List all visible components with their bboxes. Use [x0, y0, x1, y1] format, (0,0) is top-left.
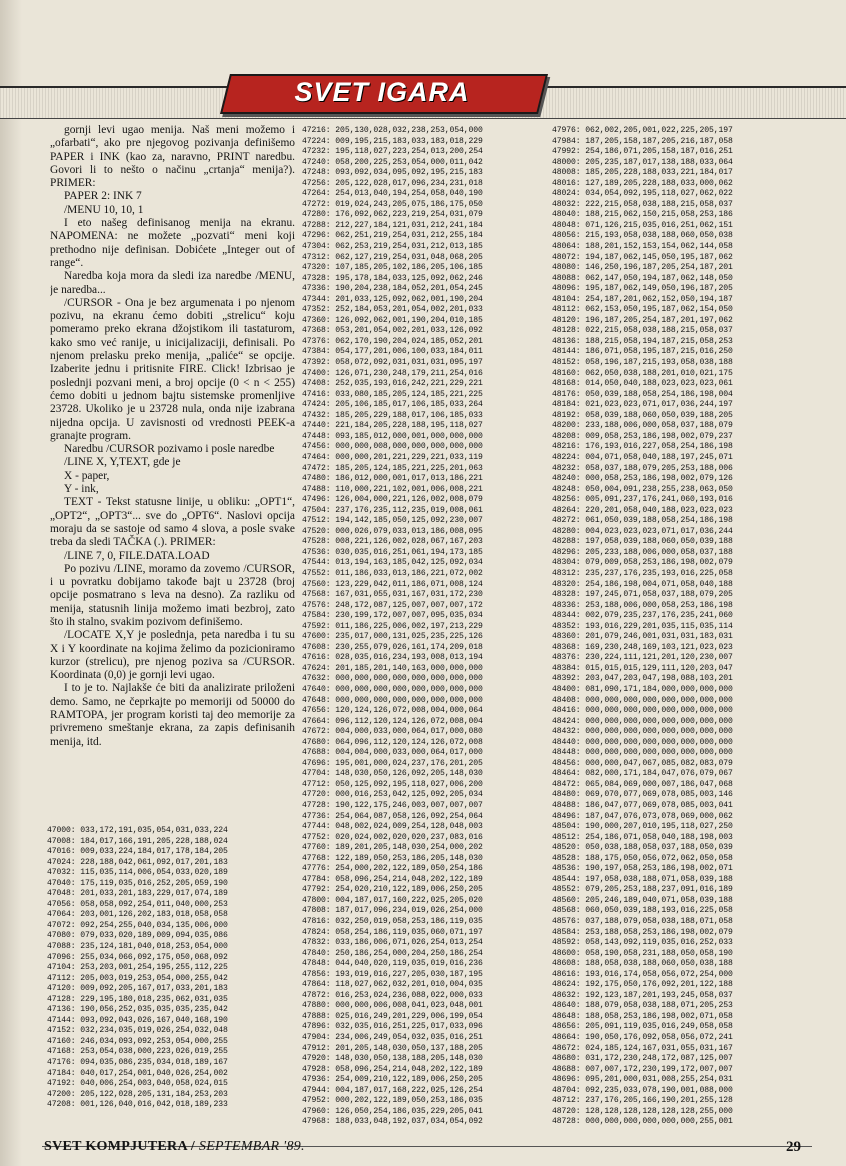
listing-row: 47280: 176,092,062,223,219,254,031,079 [302, 210, 483, 220]
listing-row: 47456: 000,000,008,000,000,000,000,000 [302, 442, 483, 452]
listing-row: 48616: 193,016,174,058,056,072,254,000 [552, 969, 733, 979]
listing-row: 48056: 215,193,058,038,188,060,050,038 [552, 231, 733, 241]
listing-row: 48680: 031,172,230,248,172,087,125,007 [552, 1054, 733, 1064]
listing-row: 48456: 000,000,047,067,085,082,083,079 [552, 758, 733, 768]
listing-row: 48304: 079,009,058,253,186,198,002,079 [552, 558, 733, 568]
listing-row: 47640: 000,000,000,000,000,000,000,000 [302, 684, 483, 694]
listing-row: 48416: 000,000,000,000,000,000,000,000 [552, 706, 733, 716]
listing-row: 47192: 040,006,254,003,040,058,024,015 [47, 1079, 228, 1089]
listing-row: 48000: 205,235,187,017,138,188,033,064 [552, 157, 733, 167]
listing-row: 48504: 190,000,207,010,195,118,027,250 [552, 822, 733, 832]
listing-row: 47952: 000,202,122,189,050,253,186,035 [302, 1096, 483, 1106]
listing-row: 48544: 197,058,038,188,071,058,039,188 [552, 874, 733, 884]
listing-row: 48624: 192,175,050,176,092,201,122,188 [552, 980, 733, 990]
listing-row: 48552: 079,205,253,188,237,091,016,189 [552, 885, 733, 895]
listing-row: 47200: 205,122,028,205,131,184,253,203 [47, 1089, 228, 1099]
article-paragraph: /CURSOR - Ona je bez argumenata i po njenom pozivu, na ekranu ćemo dobiti „strelicu“ koju pomeramo preko ekrana džojstikom ili tastaturom, kako smo već ranije, u inicijalizaciji, definisali. Po njenom prelasku preko menija, „paliće“ se opcije. Izaberite jednu i pritisnite FIRE. Click! Izbrisao je poslednji pozvani meni, a broj opcije (0 < n < 255) ćemo dobiti u jednom bajtu sistemske promenljive 23728. Ukoliko je u 23728 nula, onda nije izabrana nijedna opcija. U zavisnosti od vrednosti PEEK-a granajte program. [50, 296, 295, 442]
listing-row: 48440: 000,000,000,000,000,000,000,000 [552, 737, 733, 747]
listing-row: 47288: 212,227,184,121,031,212,241,184 [302, 220, 483, 230]
listing-row: 48016: 127,189,205,228,188,033,000,062 [552, 178, 733, 188]
listing-row: 47760: 189,201,205,148,030,254,000,202 [302, 843, 483, 853]
listing-row: 48008: 185,205,228,188,033,221,184,017 [552, 168, 733, 178]
listing-row: 48120: 196,187,205,254,187,201,197,062 [552, 315, 733, 325]
article-paragraph: Y - ink, [64, 483, 99, 496]
listing-row: 48232: 058,037,188,079,205,253,188,006 [552, 463, 733, 473]
article-paragraph: I eto našeg definisanog menija na ekranu. NAPOMENA: ne možete „pozvati“ meni koji prethodno nije definisan. Dobićete „Integer out of range“. [50, 217, 295, 269]
listing-row: 47232: 195,118,027,223,254,013,200,254 [302, 147, 483, 157]
listing-row: 48528: 188,175,050,056,072,062,050,058 [552, 853, 733, 863]
listing-row: 48392: 203,047,203,047,198,088,103,201 [552, 674, 733, 684]
listing-row: 47000: 033,172,191,035,054,031,033,224 [47, 826, 228, 835]
magazine-name: SVET KOMPJUTERA / [44, 1139, 196, 1154]
listing-row: 48296: 205,233,188,006,000,058,037,188 [552, 547, 733, 557]
listing-row: 47024: 228,188,042,061,092,017,201,183 [47, 857, 228, 867]
listing-row: 47328: 195,178,184,033,125,092,062,246 [302, 273, 483, 283]
listing-row: 47584: 230,199,172,007,007,095,035,034 [302, 611, 483, 621]
listing-row: 48144: 186,071,058,195,187,215,016,250 [552, 347, 733, 357]
listing-row: 47384: 054,177,201,006,100,033,184,011 [302, 347, 483, 357]
listing-row: 47928: 058,096,254,214,048,202,122,189 [302, 1064, 483, 1074]
listing-row: 48536: 190,197,058,253,186,198,002,071 [552, 864, 733, 874]
listing-row: 48480: 069,070,077,069,078,085,003,146 [552, 790, 733, 800]
listing-row: 47400: 126,071,230,248,179,211,254,016 [302, 368, 483, 378]
listing-row: 47816: 032,250,019,058,253,186,119,035 [302, 917, 483, 927]
listing-row: 47568: 167,031,055,031,167,031,172,230 [302, 590, 483, 600]
listing-row: 48064: 188,201,152,153,154,062,144,058 [552, 242, 733, 252]
listing-row: 47512: 194,142,185,050,125,092,230,007 [302, 516, 483, 526]
listing-row: 47256: 205,122,028,017,096,234,231,018 [302, 178, 483, 188]
listing-row: 47008: 184,017,166,191,205,228,188,024 [47, 836, 228, 846]
listing-row: 48400: 081,090,171,184,000,000,000,000 [552, 684, 733, 694]
listing-row: 47168: 253,054,038,000,223,026,019,255 [47, 1047, 228, 1057]
listing-row: 47488: 110,000,221,102,001,006,008,221 [302, 484, 483, 494]
listing-row: 48720: 128,128,128,128,128,128,255,000 [552, 1106, 733, 1116]
listing-row: 47312: 062,127,219,254,031,048,068,205 [302, 252, 483, 262]
listing-row: 48264: 220,201,058,040,188,023,023,023 [552, 505, 733, 515]
article-paragraph: /LOCATE X,Y je poslednja, peta naredba i tu su X i Y koordinate na kojima želimo da pozicioniramo kurzor (strelicu), pre njenog poziva sa /CURSOR. Koordinata (0,0) je gornji levi ugao. [50, 629, 295, 682]
listing-row: 48728: 000,000,000,000,000,000,255,001 [552, 1117, 733, 1127]
listing-row: 47592: 011,186,225,006,002,197,213,229 [302, 621, 483, 631]
listing-row: 48256: 005,091,237,176,241,060,193,016 [552, 495, 733, 505]
listing-row: 47800: 004,187,017,160,222,025,205,020 [302, 895, 483, 905]
listing-row: 47048: 201,033,201,183,229,017,074,189 [47, 889, 228, 899]
listing-row: 48240: 000,058,253,186,198,002,079,126 [552, 474, 733, 484]
listing-row: 47432: 185,205,229,188,017,106,185,033 [302, 410, 483, 420]
listing-row: 47888: 025,016,249,201,229,006,199,054 [302, 1011, 483, 1021]
listing-row: 47016: 009,033,224,184,017,178,184,205 [47, 847, 228, 857]
listing-row: 47992: 254,186,071,205,158,187,016,251 [552, 147, 733, 157]
listing-row: 48024: 034,054,092,195,118,027,062,022 [552, 189, 733, 199]
listing-row: 47848: 044,040,020,119,035,019,016,236 [302, 959, 483, 969]
listing-row: 48280: 004,023,023,023,071,017,036,244 [552, 526, 733, 536]
listing-row: 47112: 205,003,019,253,054,000,255,042 [47, 973, 228, 983]
listing-row: 47088: 235,124,181,040,018,253,054,000 [47, 942, 228, 952]
listing-row: 48216: 176,193,016,227,058,254,186,198 [552, 442, 733, 452]
listing-row: 48488: 186,047,077,069,078,085,003,041 [552, 801, 733, 810]
listing-row: 47704: 148,030,050,126,092,205,148,030 [302, 769, 483, 779]
listing-row: 48432: 000,000,000,000,000,000,000,000 [552, 727, 733, 737]
listing-row: 47160: 246,034,093,092,253,054,000,255 [47, 1036, 228, 1046]
listing-row: 48128: 022,215,058,038,188,215,058,037 [552, 326, 733, 336]
listing-row: 47832: 033,186,006,071,026,254,013,254 [302, 938, 483, 948]
article-paragraph: Naredbu /CURSOR pozivamo i posle naredbe [64, 443, 275, 456]
listing-row: 47504: 237,176,235,112,235,019,008,061 [302, 505, 483, 515]
listing-row: 47648: 000,000,000,000,000,000,000,000 [302, 695, 483, 705]
listing-row: 48464: 082,000,171,184,047,076,079,067 [552, 769, 733, 779]
listing-row: 47976: 062,002,205,001,022,225,205,197 [552, 126, 733, 135]
listing-row: 48704: 092,235,033,078,190,001,088,000 [552, 1085, 733, 1095]
article-paragraph: PAPER 2: INK 7 [64, 190, 142, 203]
listing-row: 48600: 058,190,058,231,188,050,058,190 [552, 948, 733, 958]
listing-row: 47560: 123,229,042,011,186,071,008,124 [302, 579, 483, 589]
listing-row: 48336: 253,188,006,000,058,253,186,198 [552, 600, 733, 610]
listing-row: 48696: 095,201,000,031,008,255,254,031 [552, 1075, 733, 1085]
listing-row: 48080: 146,250,196,187,205,254,187,201 [552, 263, 733, 273]
listing-row: 47672: 004,000,033,000,064,017,000,080 [302, 727, 483, 737]
listing-row: 47528: 008,221,126,002,028,067,167,203 [302, 537, 483, 547]
listing-row: 48328: 197,245,071,058,037,188,079,205 [552, 590, 733, 600]
listing-row: 47736: 254,064,087,058,126,092,254,064 [302, 811, 483, 821]
listing-row: 48648: 188,058,253,186,198,002,071,058 [552, 1011, 733, 1021]
listing-row: 47520: 000,026,079,033,013,186,008,095 [302, 526, 483, 536]
listing-row: 48104: 254,187,201,062,152,050,194,187 [552, 294, 733, 304]
listing-row: 47344: 201,033,125,092,062,001,190,204 [302, 294, 483, 304]
listing-row: 47496: 126,004,000,221,126,002,008,079 [302, 495, 483, 505]
listing-row: 47824: 058,254,186,119,035,060,071,197 [302, 927, 483, 937]
listing-row: 48608: 188,058,038,188,060,050,038,188 [552, 959, 733, 969]
listing-row: 48136: 188,215,058,194,187,215,058,253 [552, 336, 733, 346]
listing-row: 47120: 009,092,205,167,017,033,201,183 [47, 984, 228, 994]
listing-row: 48032: 222,215,058,038,188,215,058,037 [552, 199, 733, 209]
listing-row: 47272: 019,024,243,205,075,186,175,050 [302, 199, 483, 209]
listing-row: 48200: 233,188,006,000,058,037,188,079 [552, 421, 733, 431]
listing-row: 48176: 050,039,188,058,254,186,198,004 [552, 389, 733, 399]
listing-row: 47104: 253,203,001,254,195,255,112,225 [47, 963, 228, 973]
listing-row: 47696: 195,001,000,024,237,176,201,205 [302, 758, 483, 768]
listing-row: 47600: 235,017,000,131,025,235,225,126 [302, 632, 483, 642]
listing-row: 48520: 050,038,188,058,037,188,050,039 [552, 843, 733, 853]
listing-row: 48224: 004,071,058,040,188,197,245,071 [552, 452, 733, 462]
listing-row: 47448: 093,185,012,000,001,000,000,000 [302, 431, 483, 441]
listing-row: 48672: 024,185,124,167,031,055,031,167 [552, 1043, 733, 1053]
article-paragraph: I to je to. Najlakše će biti da analizirate priloženi demo. Samo, ne čeprkajte po memoriji od 50000 do RAMTOPA, jer program koristi taj deo memorije za privremeno smeštanje ekrana, za zapis definisanih menija, itd. [50, 682, 295, 748]
listing-row: 48592: 058,143,092,119,035,016,252,033 [552, 938, 733, 948]
listing-row: 48472: 065,084,069,000,007,186,047,068 [552, 779, 733, 789]
listing-row: 47072: 092,254,255,040,034,135,006,000 [47, 920, 228, 930]
listing-row: 48096: 195,187,062,149,050,196,187,205 [552, 284, 733, 294]
listing-row: 47080: 079,033,020,189,009,094,035,086 [47, 931, 228, 941]
listing-row: 47208: 001,126,040,016,042,018,189,233 [47, 1100, 228, 1110]
page-spine-shadow [0, 0, 22, 1166]
listing-row: 47608: 230,255,079,026,161,174,209,018 [302, 642, 483, 652]
listing-row: 48632: 192,123,187,201,193,245,058,037 [552, 990, 733, 1000]
listing-row: 47360: 126,092,062,001,190,204,010,185 [302, 315, 483, 325]
listing-row: 47656: 120,124,126,072,008,004,000,064 [302, 706, 483, 716]
listing-row: 48040: 188,215,062,150,215,058,253,186 [552, 210, 733, 220]
listing-row: 47056: 058,058,092,254,011,040,000,253 [47, 899, 228, 909]
listing-row: 47624: 201,185,201,140,163,000,000,000 [302, 663, 483, 673]
listing-row: 47440: 221,184,205,228,188,195,118,027 [302, 421, 483, 431]
article-paragraph: /LINE X, Y,TEXT, gde je [64, 456, 181, 469]
listing-row: 48208: 009,058,253,186,198,002,079,237 [552, 431, 733, 441]
article-paragraph: Po pozivu /LINE, moramo da zovemo /CURSOR, i u povratku dobijamo takođe bajt u 23728 (broj opcije posmatrano s leva na desno). Za razliku od menija, statusnih linija možemo imati bezbroj, zato što ih stalno, svakim pozivom definišemo. [50, 562, 295, 628]
listing-row: 48664: 190,050,176,092,058,056,072,241 [552, 1033, 733, 1043]
article-text [50, 124, 295, 814]
listing-row: 48448: 000,000,000,000,000,000,000,000 [552, 748, 733, 758]
listing-row: 47880: 000,000,006,008,041,023,048,001 [302, 1001, 483, 1011]
listing-row: 48352: 193,016,229,201,035,115,035,114 [552, 621, 733, 631]
listing-row: 47224: 009,195,215,183,033,183,018,229 [302, 136, 483, 146]
article-paragraph: /LINE 7, 0, FILE.DATA.LOAD [64, 549, 210, 562]
listing-row: 48048: 071,126,215,035,016,251,062,151 [552, 220, 733, 230]
listing-row: 47096: 255,034,066,092,175,050,068,092 [47, 952, 228, 962]
listing-row: 47664: 096,112,120,124,126,072,008,004 [302, 716, 483, 726]
listing-row: 47984: 187,205,158,187,205,216,187,058 [552, 136, 733, 146]
listing-row: 47680: 064,096,112,120,124,126,072,008 [302, 737, 483, 747]
listing-row: 48344: 002,079,235,237,176,235,241,060 [552, 611, 733, 621]
listing-row: 47176: 094,035,086,235,034,018,189,167 [47, 1058, 228, 1068]
listing-row: 48184: 021,023,023,071,017,036,244,197 [552, 400, 733, 410]
listing-row: 47872: 016,253,024,236,088,022,000,033 [302, 990, 483, 1000]
page-number: 29 [786, 1139, 801, 1155]
listing-row: 47128: 229,195,180,018,235,062,031,035 [47, 994, 228, 1004]
listing-row: 47776: 254,000,202,122,189,050,254,186 [302, 864, 483, 874]
listing-row: 47688: 004,004,000,033,000,064,017,000 [302, 748, 483, 758]
article-paragraph: gornji levi ugao menija. Naš meni možemo i „ofarbati“, ako pre njegovog pozivanja definišemo PAPER i INK (kao za, naravno, PRINT naredbu. Govori li to nešto o načinu „crtanja“ menija?). PRIMER: [50, 124, 295, 190]
listing-row: 47472: 185,205,124,185,221,225,201,063 [302, 463, 483, 473]
listing-row: 48312: 235,237,176,235,193,016,225,058 [552, 568, 733, 578]
listing-row: 48584: 253,188,058,253,186,198,002,079 [552, 927, 733, 937]
listing-row: 48360: 201,079,246,001,031,031,183,031 [552, 632, 733, 642]
listing-row: 47632: 000,000,000,000,000,000,000,000 [302, 674, 483, 684]
listing-row: 48640: 188,079,058,038,188,071,205,253 [552, 1001, 733, 1011]
listing-row: 47136: 190,056,252,035,035,035,235,042 [47, 1005, 228, 1015]
listing-row: 48688: 007,007,172,230,199,172,007,007 [552, 1064, 733, 1074]
listing-row: 47712: 050,125,092,195,118,027,006,200 [302, 779, 483, 789]
listing-row: 48272: 061,050,039,188,058,254,186,198 [552, 516, 733, 526]
listing-row: 47768: 122,189,050,253,186,205,148,030 [302, 853, 483, 863]
listing-row: 47920: 148,030,050,138,188,205,148,030 [302, 1054, 483, 1064]
listing-column-3 [552, 126, 812, 1146]
listing-row: 47296: 062,251,219,254,031,212,255,184 [302, 231, 483, 241]
article-paragraph: Naredba koja mora da sledi iza naredbe /MENU, je naredba... [50, 270, 295, 296]
listing-row: 47480: 186,012,000,001,017,013,186,221 [302, 474, 483, 484]
listing-row: 47408: 252,035,193,016,242,221,229,221 [302, 379, 483, 389]
listing-row: 48288: 197,058,039,188,060,050,039,188 [552, 537, 733, 547]
listing-row: 47376: 062,170,190,204,024,185,052,201 [302, 336, 483, 346]
listing-row: 48320: 254,186,198,004,071,058,040,188 [552, 579, 733, 589]
section-title: SVET IGARA [294, 77, 470, 107]
listing-column-2 [302, 126, 560, 1146]
listing-row: 47944: 004,187,017,168,222,025,126,254 [302, 1085, 483, 1095]
listing-row: 48560: 205,246,189,040,071,058,039,188 [552, 895, 733, 905]
listing-row: 47552: 011,186,033,013,186,221,072,002 [302, 568, 483, 578]
listing-row: 47752: 020,024,002,020,020,237,083,016 [302, 832, 483, 842]
listing-row: 47184: 040,017,254,001,040,026,254,002 [47, 1068, 228, 1078]
listing-row: 47368: 053,201,054,002,201,033,126,092 [302, 326, 483, 336]
article-paragraph: TEXT - Tekst statusne linije, u obliku: „OPT1“, „OPT2“, „OPT3“... sve do „OPT6“. Naslovi opcija moraju da se sastoje od samo 4 slova, a posle svake treba da sledi TAČKA (.). PRIMER: [50, 496, 295, 549]
article-paragraph: X - paper, [64, 469, 110, 482]
footer-magazine [44, 1139, 305, 1155]
listing-row: 48568: 060,050,039,188,193,016,225,058 [552, 906, 733, 916]
listing-row: 48424: 000,000,000,000,000,000,000,000 [552, 716, 733, 726]
listing-row: 47536: 030,035,016,251,061,194,173,185 [302, 547, 483, 557]
listing-row: 47576: 248,172,087,125,007,007,007,172 [302, 600, 483, 610]
listing-row: 47304: 062,253,219,254,031,212,013,185 [302, 242, 483, 252]
listing-row: 47144: 093,092,043,026,167,040,168,190 [47, 1015, 228, 1025]
listing-row: 48384: 015,015,015,129,111,120,203,047 [552, 663, 733, 673]
listing-row: 47424: 205,106,185,017,106,185,033,264 [302, 400, 483, 410]
listing-row: 48512: 254,186,071,058,040,188,198,003 [552, 832, 733, 842]
issue-date: SEPTEMBAR '89. [198, 1139, 305, 1154]
listing-row: 47248: 093,092,034,095,092,195,215,183 [302, 168, 483, 178]
listing-row: 47352: 252,184,053,201,054,002,201,033 [302, 305, 483, 315]
listing-row: 48152: 058,196,187,215,193,058,038,188 [552, 358, 733, 368]
listing-row: 48712: 237,176,205,166,190,201,255,128 [552, 1096, 733, 1106]
listing-row: 48576: 037,188,079,058,038,188,071,058 [552, 917, 733, 927]
article-paragraph: /MENU 10, 10, 1 [64, 203, 144, 216]
listing-row: 48408: 000,000,000,000,000,000,000,000 [552, 695, 733, 705]
listing-row: 47464: 000,000,201,221,229,221,033,119 [302, 452, 483, 462]
listing-row: 47320: 107,185,205,102,186,205,106,185 [302, 263, 483, 273]
listing-row: 47896: 032,035,016,251,225,017,033,096 [302, 1022, 483, 1032]
listing-row: 47792: 254,020,210,122,189,006,250,205 [302, 885, 483, 895]
listing-row: 47032: 115,035,114,006,054,033,020,189 [47, 868, 228, 878]
listing-row: 47784: 058,096,254,214,048,202,122,189 [302, 874, 483, 884]
listing-row: 47392: 058,072,092,031,031,031,095,197 [302, 358, 483, 368]
listing-row: 47856: 193,019,016,227,205,030,187,195 [302, 969, 483, 979]
listing-row: 48656: 205,091,119,035,016,249,058,058 [552, 1022, 733, 1032]
listing-row: 47904: 234,006,249,054,032,035,016,251 [302, 1033, 483, 1043]
listing-row: 47840: 250,186,254,000,204,250,186,254 [302, 948, 483, 958]
listing-row: 48496: 187,047,076,073,078,069,000,062 [552, 811, 733, 821]
listing-row: 48088: 062,147,050,194,187,062,148,050 [552, 273, 733, 283]
listing-row: 48112: 062,153,050,195,187,062,154,050 [552, 305, 733, 315]
listing-row: 47240: 058,200,225,253,054,000,011,042 [302, 157, 483, 167]
listing-row: 47336: 190,204,238,184,052,201,054,245 [302, 284, 483, 294]
listing-row: 47968: 188,033,048,192,037,034,054,092 [302, 1117, 483, 1127]
listing-row: 47808: 187,017,096,234,019,026,254,000 [302, 906, 483, 916]
listing-row: 47720: 000,016,253,042,125,092,205,034 [302, 790, 483, 800]
listing-row: 47216: 205,130,028,032,238,253,054,000 [302, 126, 483, 135]
listing-row: 47744: 048,002,024,009,254,128,048,003 [302, 822, 483, 832]
listing-row: 48368: 169,230,248,169,103,121,023,023 [552, 642, 733, 652]
listing-row: 47152: 032,234,035,019,026,254,032,048 [47, 1026, 228, 1036]
listing-row: 48160: 062,050,038,188,201,010,021,175 [552, 368, 733, 378]
listing-row: 48192: 058,039,188,060,050,039,188,205 [552, 410, 733, 420]
listing-row: 47960: 126,050,254,186,035,229,205,041 [302, 1106, 483, 1116]
listing-row: 47864: 118,027,062,032,201,010,004,035 [302, 980, 483, 990]
listing-column-1 [47, 826, 295, 1146]
listing-row: 48072: 194,187,062,145,050,195,187,062 [552, 252, 733, 262]
listing-row: 47416: 033,080,185,205,124,185,221,225 [302, 389, 483, 399]
listing-row: 48376: 230,224,111,121,201,120,230,007 [552, 653, 733, 663]
listing-row: 47912: 201,205,148,030,050,137,188,205 [302, 1043, 483, 1053]
listing-row: 48168: 014,050,040,188,023,023,023,061 [552, 379, 733, 389]
listing-row: 47936: 254,009,210,122,189,006,250,205 [302, 1075, 483, 1085]
listing-row: 47728: 190,122,175,246,003,007,007,007 [302, 801, 483, 810]
listing-row: 47616: 028,035,016,234,193,008,013,194 [302, 653, 483, 663]
listing-row: 48248: 050,004,091,238,255,238,063,050 [552, 484, 733, 494]
listing-row: 47064: 203,001,126,202,183,018,058,058 [47, 910, 228, 920]
listing-row: 47264: 254,013,040,194,254,058,040,190 [302, 189, 483, 199]
listing-row: 47040: 175,119,035,016,252,205,059,190 [47, 878, 228, 888]
listing-row: 47544: 013,194,163,185,042,125,092,034 [302, 558, 483, 568]
